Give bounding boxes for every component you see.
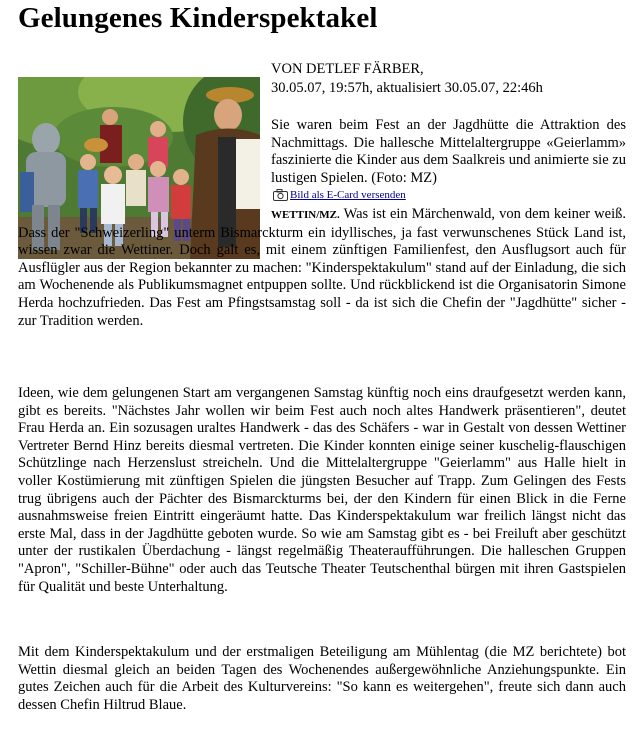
article-meta: [271, 60, 626, 98]
camera-icon: [273, 189, 288, 201]
timestamp: 30.05.07, 19:57h, aktualisiert 30.05.07, 22:46h: [271, 80, 543, 96]
paragraph-1-text: Was ist ein Märchenwald, von dem keiner weiß. Dass der "Schweizerling" unterm Bismarckturm ein idyllisches, ja fast verwunschenes Stück Land ist, wissen zwar die Wettiner. Doch galt es, mit einem zünftigen Familienfest, den Ausflugsort auch für Ausflügler aus der Region bekannter zu machen: "Kinderspektakulum" stand auf der Einladung, die sich am Wochenende als Publikumsmagnet entpuppen sollte. Und rückblickend ist die Organisatorin Simone Herda hochzufrieden. Das Fest am Pfingstsamstag soll - da ist sich die Chefin der "Jagdhütte" sicher - zur Tradition werden.: [18, 206, 626, 329]
paragraph-2: Ideen, wie dem gelungenen Start am vergangenen Samstag künftig noch eins draufgesetzt werden kann, gibt es bereits. "Nächstes Jahr wollen wir beim Fest auch noch altes Handwerk präsentieren", deutet Frau Herda an. Ein sozusagen uraltes Handwerk - das des Schäfers - war in Gestalt von dessen Wettiner Vertreter Bernd Hinz bereits diesmal vertreten. Die Kinder konnten einige seiner kuschelig-flauschigen Schützlinge nach Herzenslust streicheln. Und die Mittelaltergruppe "Geierlamm" aus Halle hielt in voller Kostümierung mit zünftigen Spielen die jüngsten Besucher auf Trapp. Zum Gelingen des Fests trug übrigens auch der Pächter des Bismarckturms bei, der den Kindern für einen Blick in die Ferne ausnahmsweise freien Eintritt eingeräumt hatte. Das Kinderspektakulum war freilich längst nicht das erste Mal, dass in der Jagdhütte geboten wurde. So wie am Samstag gibt es - bei Freiluft aber geschützt unter der rustikalen Überdachung - längst regelmäßig Theateraufführungen. Die halleschen Gruppen "Apron", "Schiller-Bühne" oder auch das Teutsche Theater Teutschenthal bürgen mit ihren Gastspielen für Qualität und beste Unterhaltung.: [18, 385, 626, 595]
ecard-link[interactable]: Bild als E-Card versenden: [290, 189, 406, 201]
ecard-link-row[interactable]: [273, 188, 406, 202]
paragraph-3: Mit dem Kinderspektakulum und der erstmaligen Beteiligung am Mühlentag (die MZ berichtete) bot Wettin diesmal gleich an beiden Tagen des Wochenendes außergewöhnliche Anziehungspunkte. Ein gutes Zeichen auch für die Arbeit des Kulturvereins: "So kann es weitergehen", freute sich dann auch dessen Chefin Hiltrud Blaue.: [18, 644, 626, 713]
dateline: WETTIN/MZ.: [271, 209, 340, 221]
headline: Gelungenes Kinderspektakel: [18, 2, 378, 34]
paragraph-1: [18, 206, 626, 330]
photo-caption: Sie waren beim Fest an der Jagdhütte die Attraktion des Nachmittags. Die hallesche Mittelaltergruppe «Geierlamm» faszinierte die Kinder aus dem Saalkreis und animierte sie zu lustigen Spielen. (Foto: MZ): [271, 117, 626, 186]
byline: VON DETLEF FÄRBER,: [271, 61, 424, 77]
